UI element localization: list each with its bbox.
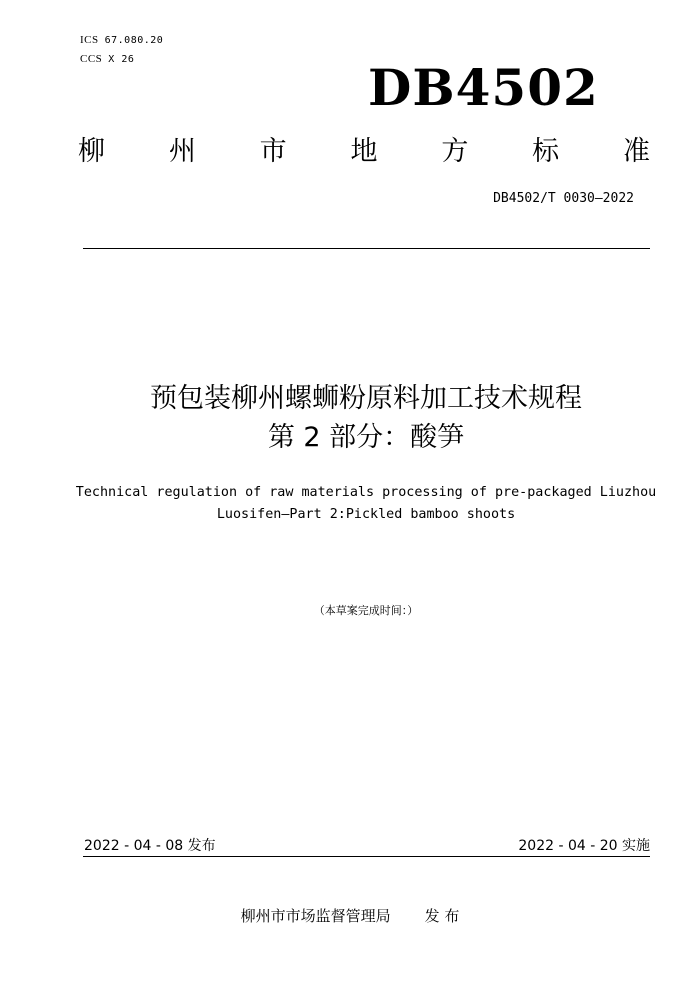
- standard-title-char: 州: [168, 136, 196, 167]
- bottom-divider: [83, 856, 650, 857]
- ics-classification: [80, 34, 163, 46]
- standard-title-char: 标: [532, 136, 560, 167]
- standard-number: DB4502/T 0030—2022: [493, 191, 634, 206]
- issue-date: 2022 - 04 - 08 发布: [84, 838, 216, 854]
- standard-title-char: 地: [350, 136, 378, 167]
- standard-category-title: [78, 134, 650, 170]
- ccs-label: CCS: [80, 53, 103, 65]
- publish-word: 发 布: [424, 907, 460, 925]
- standard-title-char: 准: [622, 136, 650, 167]
- implementation-date: 2022 - 04 - 20 实施: [518, 838, 650, 854]
- ics-label: ICS: [80, 34, 99, 46]
- document-title-en-line2: Luosifen—Part 2:Pickled bamboo shoots: [216, 507, 516, 522]
- top-divider: [83, 248, 650, 249]
- db-logo-code: DB4502: [368, 58, 599, 117]
- ccs-code: X 26: [108, 54, 135, 65]
- publisher-line: [0, 905, 700, 926]
- document-title-cn-line1: 预包装柳州螺蛳粉原料加工技术规程: [150, 383, 582, 414]
- standard-title-char: 方: [441, 136, 469, 167]
- standard-title-char: 市: [259, 136, 287, 167]
- ics-code: 67.080.20: [104, 35, 164, 46]
- ccs-classification: [80, 53, 134, 65]
- publisher-name: 柳州市市场监督管理局: [240, 907, 391, 925]
- document-title-cn-line2: 第 2 部分：酸笋: [267, 422, 465, 453]
- draft-completion-note: （本草案完成时间：）: [313, 604, 419, 617]
- document-title-en-line1: Technical regulation of raw materials processing of pre-packaged Liuzhou: [75, 485, 657, 500]
- standard-title-char: 柳: [78, 136, 105, 167]
